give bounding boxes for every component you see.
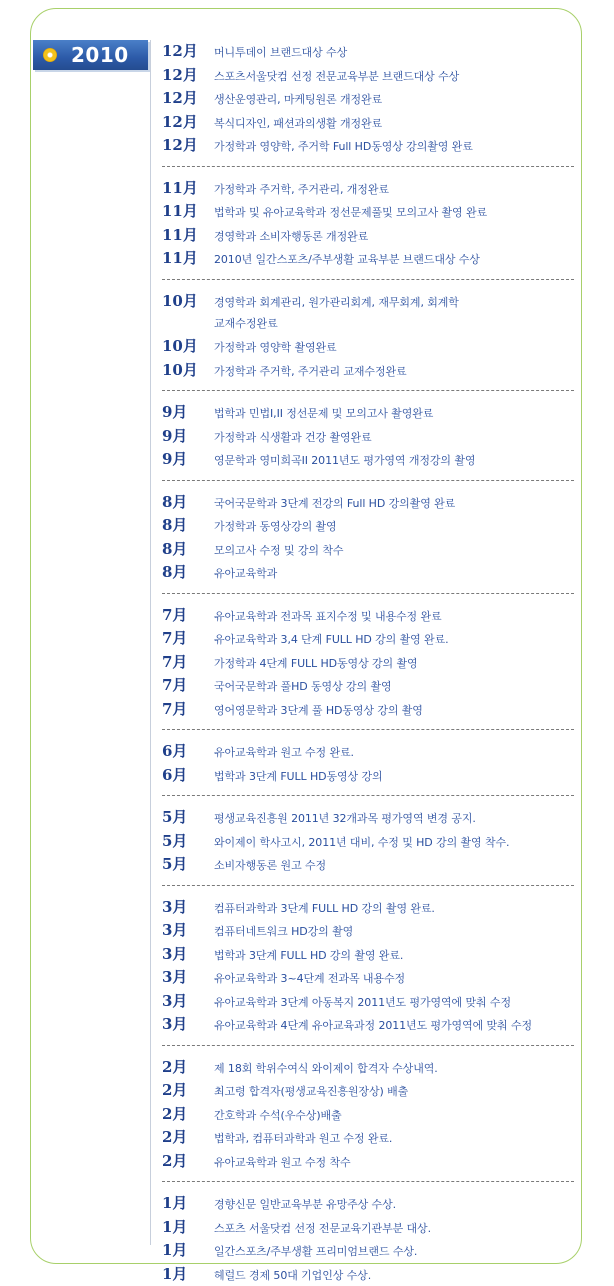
group-divider — [162, 279, 574, 280]
entry-text: 경향신문 일반교육부분 유망주상 수상. — [214, 1196, 396, 1212]
entry-text: 가정학과 4단계 FULL HD동영상 강의 촬영 — [214, 655, 418, 671]
group-divider — [162, 1181, 574, 1182]
timeline-entry — [162, 134, 582, 158]
timeline-entry — [162, 919, 582, 943]
month-label: 2月 — [162, 1079, 187, 1100]
entry-text: 유아교육학과 원고 수정 착수 — [214, 1154, 351, 1170]
timeline-entry — [162, 806, 582, 830]
timeline-entry — [162, 698, 582, 722]
entry-text: 유아교육학과 원고 수정 완료. — [214, 744, 354, 760]
entry-text: 컴퓨터과학과 3단계 FULL HD 강의 촬영 완료. — [214, 900, 435, 916]
month-label: 5月 — [162, 830, 187, 851]
entry-text: 유아교육학과 전과목 표지수정 및 내용수정 완료 — [214, 608, 442, 624]
timeline-entry — [162, 853, 582, 877]
month-group — [162, 1192, 582, 1286]
timeline-entry — [162, 200, 582, 224]
timeline-entry — [162, 627, 582, 651]
entry-text: 유아교육학과 3~4단계 전과목 내용수정 — [214, 970, 405, 986]
month-label: 12月 — [162, 111, 198, 132]
timeline-entry — [162, 740, 582, 764]
month-group — [162, 290, 582, 383]
timeline-entry — [162, 1079, 582, 1103]
timeline-entry — [162, 1013, 582, 1037]
group-divider — [162, 1045, 574, 1046]
timeline-entry — [162, 111, 582, 135]
month-label: 7月 — [162, 674, 187, 695]
month-group — [162, 40, 582, 158]
timeline-entry — [162, 896, 582, 920]
timeline-entry — [162, 448, 582, 472]
timeline-entry — [162, 359, 582, 383]
entry-text: 와이제이 학사고시, 2011년 대비, 수정 및 HD 강의 촬영 착수. — [214, 834, 509, 850]
timeline-entry — [162, 224, 582, 248]
month-label: 8月 — [162, 491, 187, 512]
timeline-entry — [162, 40, 582, 64]
entry-text: 제 18회 학위수여식 와이제이 합격자 수상내역. — [214, 1060, 438, 1076]
month-label: 1月 — [162, 1192, 187, 1213]
group-divider — [162, 729, 574, 730]
entry-text: 생산운영관리, 마케팅원론 개정완료 — [214, 91, 382, 107]
month-group — [162, 896, 582, 1037]
timeline-entry — [162, 247, 582, 271]
year-badge — [33, 40, 148, 70]
entry-text: 법학과 3단계 FULL HD 강의 촬영 완료. — [214, 947, 403, 963]
timeline-entry — [162, 1216, 582, 1240]
timeline-entry — [162, 1263, 582, 1286]
entry-text: 유아교육학과 4단계 유아교육과정 2011년도 평가영역에 맞춰 수정 — [214, 1017, 532, 1033]
bullet-icon — [43, 48, 57, 62]
month-label: 6月 — [162, 764, 187, 785]
entry-text: 유아교육학과 3단계 아동복지 2011년도 평가영역에 맞춰 수정 — [214, 994, 511, 1010]
timeline-entry — [162, 830, 582, 854]
month-label: 7月 — [162, 627, 187, 648]
month-label: 11月 — [162, 224, 198, 245]
timeline-entry — [162, 1150, 582, 1174]
month-label: 11月 — [162, 200, 198, 221]
timeline-entry — [162, 491, 582, 515]
entry-text: 국어국문학과 풀HD 동영상 강의 촬영 — [214, 678, 392, 694]
timeline-entry — [162, 401, 582, 425]
entry-text: 가정학과 영양학 촬영완료 — [214, 339, 337, 355]
month-group — [162, 604, 582, 722]
entry-text: 법학과 3단계 FULL HD동영상 강의 — [214, 768, 383, 784]
month-label: 6月 — [162, 740, 187, 761]
timeline-entry — [162, 674, 582, 698]
timeline-entry — [162, 1126, 582, 1150]
timeline-entry — [162, 290, 582, 314]
entry-text: 영어영문학과 3단계 풀 HD동영상 강의 촬영 — [214, 702, 423, 718]
month-label: 12月 — [162, 64, 198, 85]
month-label: 2月 — [162, 1103, 187, 1124]
timeline-entry — [162, 990, 582, 1014]
month-group — [162, 177, 582, 271]
month-label: 9月 — [162, 401, 187, 422]
entry-text: 법학과 및 유아교육학과 정선문제풀및 모의고사 촬영 완료 — [214, 204, 487, 220]
entry-text: 일간스포츠/주부생활 프리미엄브랜드 수상. — [214, 1243, 417, 1259]
entry-text: 모의고사 수정 및 강의 착수 — [214, 542, 343, 558]
group-divider — [162, 390, 574, 391]
entry-text: 교재수정완료 — [214, 315, 278, 331]
month-label: 11月 — [162, 177, 198, 198]
month-label: 10月 — [162, 290, 198, 311]
timeline-entry-continued — [162, 313, 582, 335]
month-label: 8月 — [162, 538, 187, 559]
entry-text: 법학과 민법I,II 정선문제 및 모의고사 촬영완료 — [214, 405, 433, 421]
timeline-entry — [162, 425, 582, 449]
entry-text: 가정학과 주거학, 주거관리, 개정완료 — [214, 181, 389, 197]
timeline-entry — [162, 64, 582, 88]
entry-text: 머니투데이 브랜드대상 수상 — [214, 44, 347, 60]
entry-text: 평생교육진흥원 2011년 32개과목 평가영역 변경 공지. — [214, 810, 476, 826]
timeline-entry — [162, 335, 582, 359]
month-label: 9月 — [162, 425, 187, 446]
entry-text: 유아교육학과 3,4 단계 FULL HD 강의 촬영 완료. — [214, 631, 449, 647]
timeline-content — [162, 40, 582, 1286]
group-divider — [162, 795, 574, 796]
entry-text: 스포츠서울닷컴 선정 전문교육부분 브랜드대상 수상 — [214, 68, 459, 84]
month-label: 5月 — [162, 806, 187, 827]
month-label: 1月 — [162, 1216, 187, 1237]
timeline-entry — [162, 87, 582, 111]
group-divider — [162, 166, 574, 167]
group-divider — [162, 480, 574, 481]
entry-text: 영문학과 영미희곡II 2011년도 평가영역 개정강의 촬영 — [214, 452, 475, 468]
month-group — [162, 806, 582, 877]
month-label: 12月 — [162, 134, 198, 155]
entry-text: 복식디자인, 패션과의생활 개정완료 — [214, 115, 382, 131]
timeline-entry — [162, 1192, 582, 1216]
entry-text: 컴퓨터네트워크 HD강의 촬영 — [214, 923, 353, 939]
month-label: 7月 — [162, 604, 187, 625]
group-divider — [162, 885, 574, 886]
month-label: 10月 — [162, 359, 198, 380]
month-label: 11月 — [162, 247, 198, 268]
entry-text: 법학과, 컴퓨터과학과 원고 수정 완료. — [214, 1130, 392, 1146]
timeline-entry — [162, 514, 582, 538]
month-label: 2月 — [162, 1126, 187, 1147]
month-label: 1月 — [162, 1239, 187, 1260]
month-label: 2月 — [162, 1056, 187, 1077]
entry-text: 헤럴드 경제 50대 기업인상 수상. — [214, 1267, 371, 1283]
timeline-entry — [162, 966, 582, 990]
month-label: 9月 — [162, 448, 187, 469]
entry-text: 경영학과 회계관리, 원가관리회계, 재무회계, 회계학 — [214, 294, 459, 310]
month-label: 5月 — [162, 853, 187, 874]
month-label: 8月 — [162, 561, 187, 582]
month-group — [162, 1056, 582, 1174]
timeline-entry — [162, 538, 582, 562]
timeline-entry — [162, 651, 582, 675]
timeline-entry — [162, 764, 582, 788]
month-label: 3月 — [162, 919, 187, 940]
year-label: 2010 — [71, 43, 129, 67]
month-label: 12月 — [162, 40, 198, 61]
timeline-entry — [162, 1239, 582, 1263]
month-label: 8月 — [162, 514, 187, 535]
entry-text: 최고령 합격자(평생교육진흥원장상) 배출 — [214, 1083, 408, 1099]
timeline-entry — [162, 561, 582, 585]
month-group — [162, 740, 582, 787]
entry-text: 가정학과 동영상강의 촬영 — [214, 518, 337, 534]
entry-text: 스포츠 서울닷컴 선정 전문교육기관부분 대상. — [214, 1220, 431, 1236]
month-label: 12月 — [162, 87, 198, 108]
month-group — [162, 401, 582, 472]
month-label: 3月 — [162, 1013, 187, 1034]
month-label: 7月 — [162, 651, 187, 672]
entry-text: 간호학과 수석(우수상)배출 — [214, 1107, 342, 1123]
timeline-entry — [162, 604, 582, 628]
entry-text: 2010년 일간스포츠/주부생활 교육부분 브랜드대상 수상 — [214, 251, 480, 267]
entry-text: 소비자행동론 원고 수정 — [214, 857, 326, 873]
timeline-entry — [162, 1103, 582, 1127]
month-label: 3月 — [162, 896, 187, 917]
timeline-divider — [150, 40, 151, 1245]
month-label: 2月 — [162, 1150, 187, 1171]
month-label: 3月 — [162, 943, 187, 964]
entry-text: 가정학과 영양학, 주거학 Full HD동영상 강의촬영 완료 — [214, 138, 473, 154]
timeline-entry — [162, 943, 582, 967]
group-divider — [162, 593, 574, 594]
month-label: 3月 — [162, 990, 187, 1011]
month-label: 10月 — [162, 335, 198, 356]
month-label: 7月 — [162, 698, 187, 719]
entry-text: 가정학과 주거학, 주거관리 교재수정완료 — [214, 363, 407, 379]
entry-text: 경영학과 소비자행동론 개정완료 — [214, 228, 368, 244]
entry-text: 유아교육학과 — [214, 565, 277, 581]
month-label: 3月 — [162, 966, 187, 987]
entry-text: 국어국문학과 3단계 전강의 Full HD 강의촬영 완료 — [214, 495, 455, 511]
month-group — [162, 491, 582, 585]
timeline-entry — [162, 177, 582, 201]
timeline-entry — [162, 1056, 582, 1080]
entry-text: 가정학과 식생활과 건강 촬영완료 — [214, 429, 372, 445]
month-label: 1月 — [162, 1263, 187, 1284]
